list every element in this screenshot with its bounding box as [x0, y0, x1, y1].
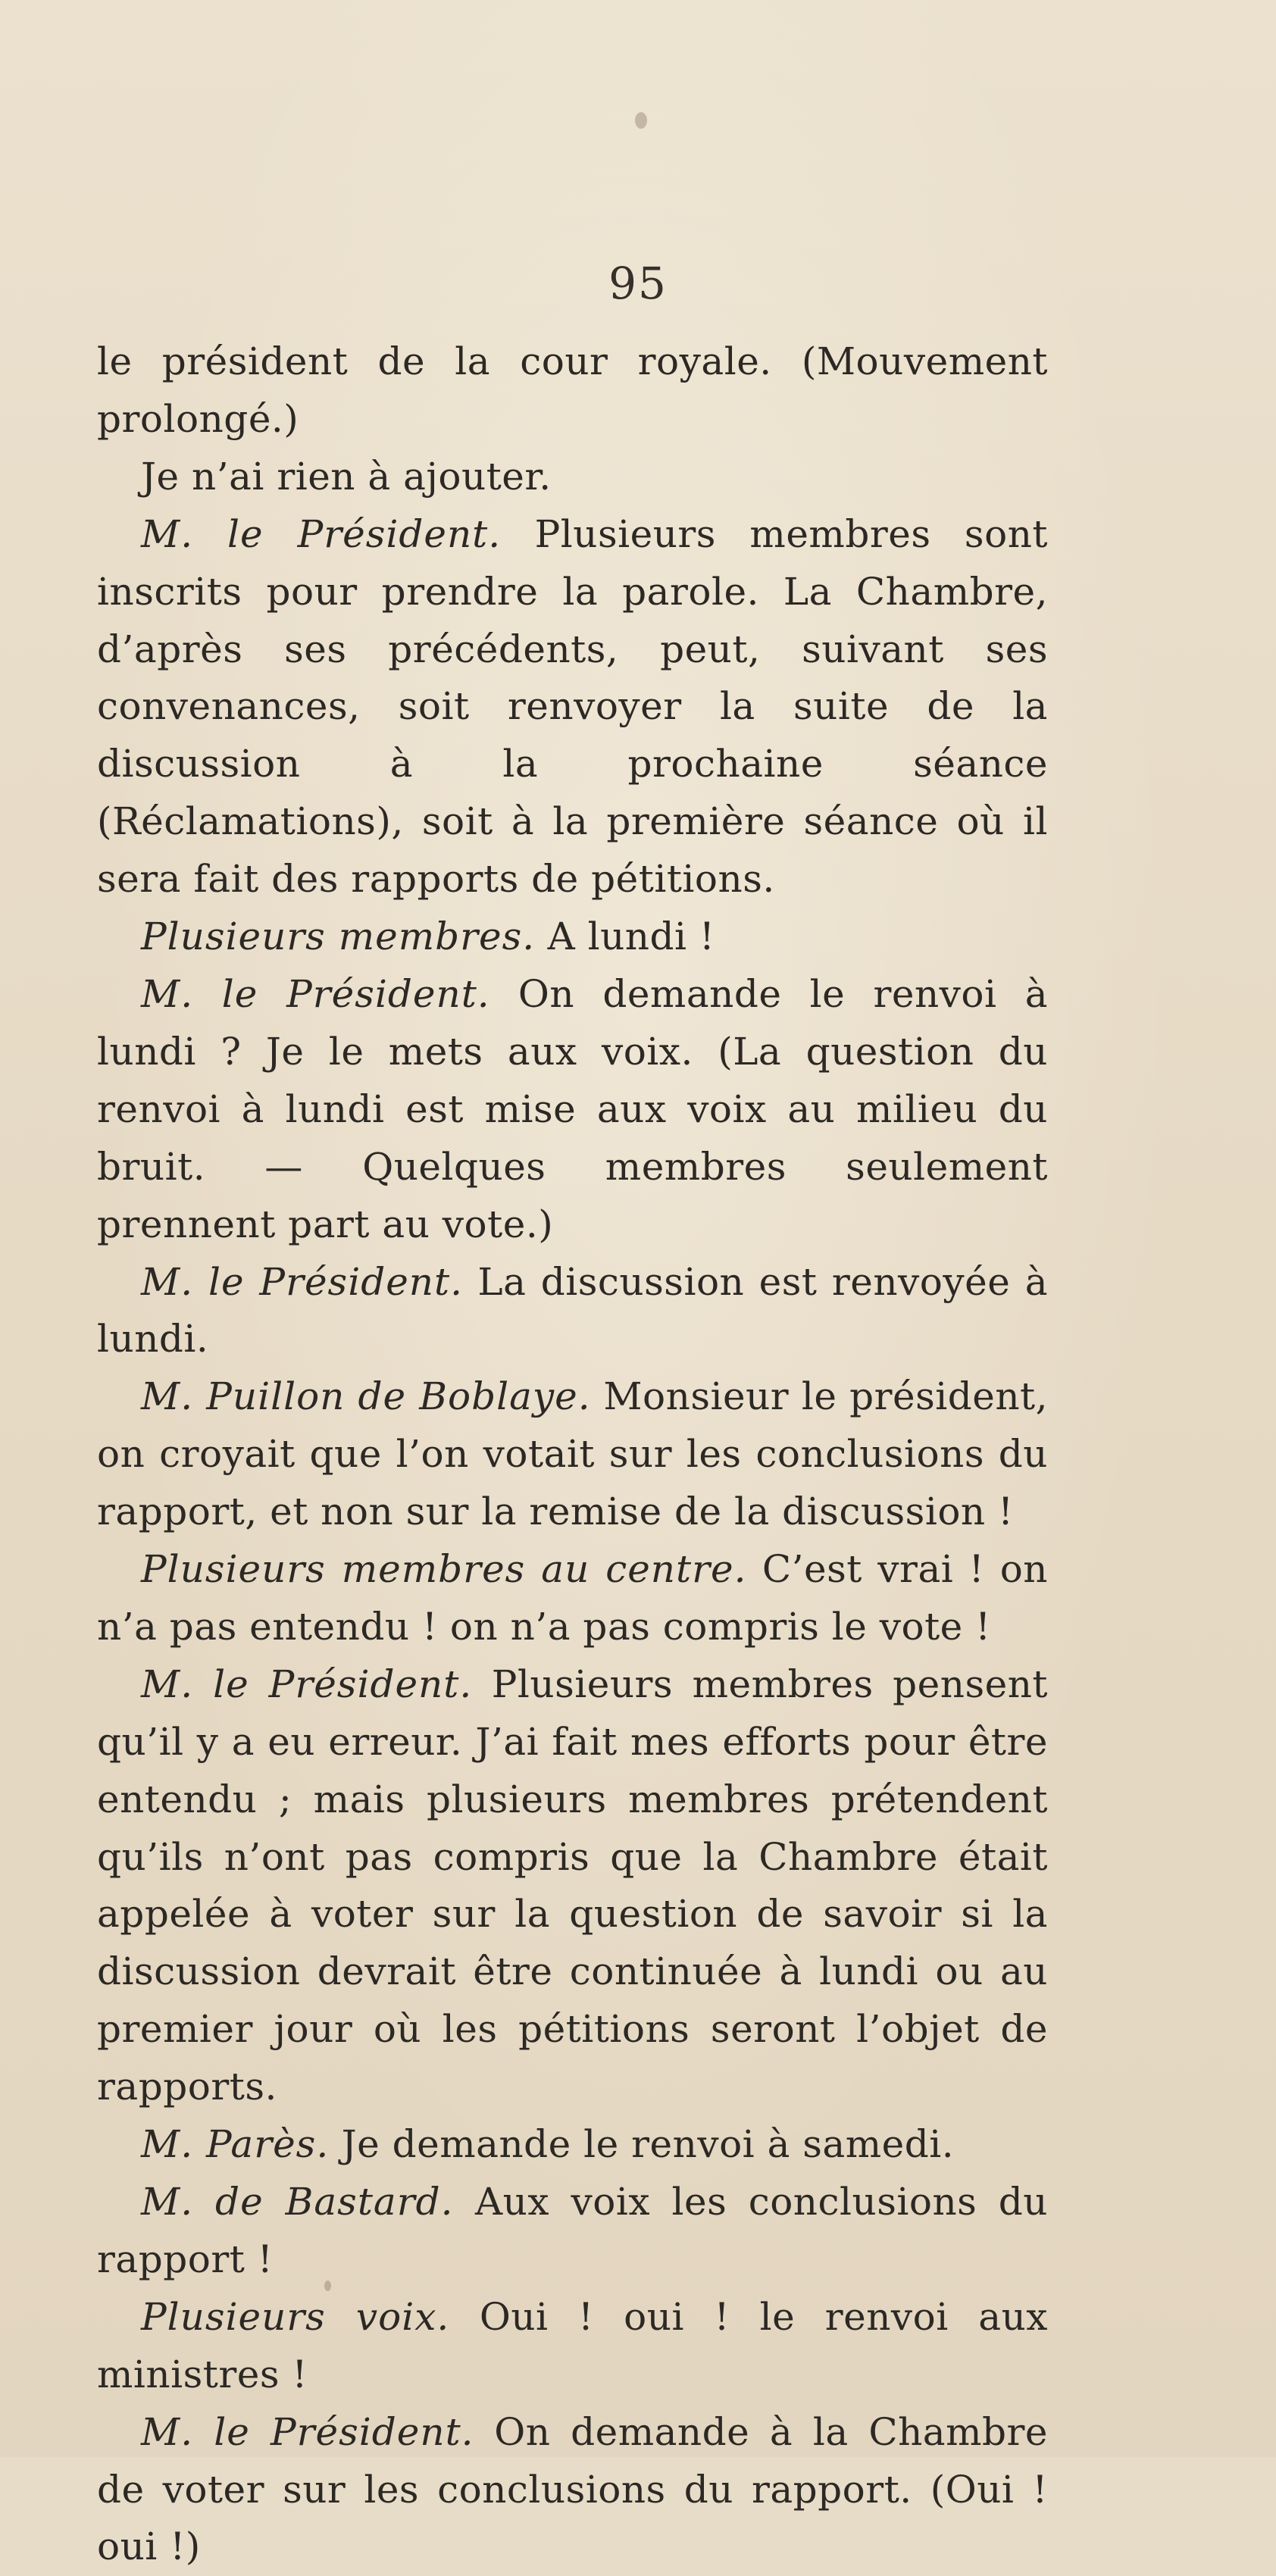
paragraph: [97, 2174, 1048, 2289]
paragraph: [97, 506, 1048, 908]
speaker-name: M. le Président.: [141, 1662, 473, 1706]
page-body-text: [97, 333, 1048, 2576]
paragraph-text: Aux voix les conclusions du rapport !: [97, 2180, 1048, 2281]
speaker-name: Plusieurs membres au centre.: [141, 1547, 747, 1592]
paragraph-text: Je n’ai rien à ajouter.: [141, 454, 552, 499]
paragraph-text: On demande le renvoi à lundi ? Je le mets aux voix. (La question du renvoi à lundi est mise aux voix au milieu du bruit. — Quelques membres seulement prennent part au vote.): [97, 971, 1049, 1246]
paragraph-text: Je demande le renvoi à samedi.: [329, 2122, 955, 2167]
speaker-name: Plusieurs membres.: [141, 914, 536, 959]
paragraph-text: C’est vrai ! on n’a pas entendu ! on n’a pas compris le vote !: [97, 1547, 1048, 1649]
paragraph: [97, 1541, 1048, 1656]
paragraph: [97, 908, 1048, 966]
speaker-name: M. Puillon de Boblaye.: [141, 1374, 591, 1419]
speaker-name: M. le Président.: [141, 971, 490, 1016]
paragraph-text: La discussion est renvoyée à lundi.: [97, 1259, 1048, 1361]
paragraph-text: Plusieurs membres pensent qu’il y a eu erreur. J’ai fait mes efforts pour être entendu ; mais plusieurs membres prétendent qu’ils n’ont pas compris que la Chambre était appelée à voter sur la question de savoir si la discussion devrait être continuée à lundi ou au premier jour où les pétitions seront l’objet de rapports.: [97, 1662, 1049, 2109]
paragraph: [97, 1368, 1048, 1541]
paragraph: [97, 966, 1048, 1254]
speaker-name: M. Parès.: [141, 2122, 330, 2167]
paragraph: [97, 2116, 1048, 2174]
paragraph: [97, 2404, 1048, 2576]
speaker-name: M. le Président.: [141, 2409, 474, 2454]
paper-stain: [635, 112, 647, 129]
paragraph-text: On demande à la Chambre de voter sur les conclusions du rapport. (Oui ! oui !): [97, 2409, 1048, 2569]
paragraph: [97, 333, 1048, 449]
speaker-name: M. le Président.: [141, 1259, 463, 1304]
paragraph-text: Oui ! oui ! le renvoi aux ministres !: [97, 2294, 1049, 2396]
paragraph-text: Plusieurs membres sont inscrits pour prendre la parole. La Chambre, d’après ses précédents, peut, suivant ses convenances, soit renvoyer la suite de la discussion à la prochaine séance (Réclamations), soit à la première séance où il sera fait des rapports de pétitions.: [97, 511, 1048, 902]
speaker-name: M. le Président.: [141, 511, 502, 556]
speaker-name: M. de Bastard.: [141, 2180, 454, 2224]
paragraph: [97, 1656, 1048, 2116]
page-number: 95: [608, 258, 668, 309]
speaker-name: Plusieurs voix.: [141, 2294, 450, 2339]
paragraph: [97, 2289, 1048, 2404]
paragraph: [97, 449, 1048, 506]
paragraph-text: A lundi !: [535, 914, 715, 959]
paragraph: [97, 1254, 1048, 1369]
paragraph-text: Monsieur le président, on croyait que l’on votait sur les conclusions du rapport, et non sur la remise de la discussion !: [97, 1374, 1049, 1534]
paragraph-text: le président de la cour royale. (Mouvement prolongé.): [97, 339, 1048, 441]
